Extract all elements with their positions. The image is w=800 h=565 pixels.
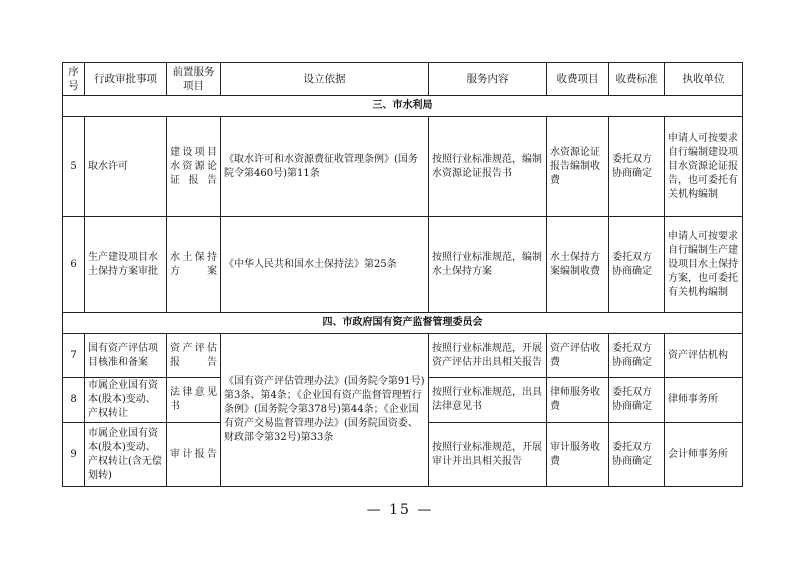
header-fee-std: 收费标准 <box>609 63 665 96</box>
section-row <box>63 313 743 334</box>
cell-service: 法律意见书 <box>167 378 221 423</box>
section-title: 四、市政府国有资产监督管理委员会 <box>63 313 743 334</box>
section-row <box>63 96 743 117</box>
cell-basis: 《取水许可和水资源费征收管理条例》(国务院令第460号)第11条 <box>221 117 429 217</box>
cell-unit: 资产评估机构 <box>665 334 743 378</box>
cell-content: 按照行业标准规范，编制水土保持方案 <box>429 217 547 313</box>
cell-service: 审计报告 <box>167 423 221 487</box>
header-fee-item: 收费项目 <box>547 63 609 96</box>
cell-unit: 律师事务所 <box>665 378 743 423</box>
cell-item: 市属企业国有资本(股本)变动、产权转让(含无偿划转) <box>85 423 167 487</box>
header-no: 序号 <box>63 63 85 96</box>
header-content: 服务内容 <box>429 63 547 96</box>
cell-fee-std: 委托双方协商确定 <box>609 117 665 217</box>
cell-item: 取水许可 <box>85 117 167 217</box>
cell-content: 按照行业标准规范，出具法律意见书 <box>429 378 547 423</box>
table-row <box>63 117 743 217</box>
table-row <box>63 217 743 313</box>
cell-basis-shared: 《国有资产评估管理办法》(国务院令第91号)第3条、第4条；《企业国有资产监督管理暂行条例》(国务院令第378号)第44条；《企业国有资产交易监督管理办法》(国务院国资委、财政部令第32号)第33条 <box>221 334 429 487</box>
cell-item: 市属企业国有资本(股本)变动、产权转让 <box>85 378 167 423</box>
cell-content: 按照行业标准规范，开展审计并出具相关报告 <box>429 423 547 487</box>
cell-content: 按照行业标准规范，开展资产评估并出具相关报告 <box>429 334 547 378</box>
cell-unit: 申请人可按要求自行编制生产建设项目水土保持方案，也可委托有关机构编制 <box>665 217 743 313</box>
cell-fee-item: 水土保持方案编制收费 <box>547 217 609 313</box>
cell-fee-item: 水资源论证报告编制收费 <box>547 117 609 217</box>
cell-no: 8 <box>63 378 85 423</box>
cell-item: 生产建设项目水土保持方案审批 <box>85 217 167 313</box>
cell-fee-item: 资产评估收费 <box>547 334 609 378</box>
approval-fee-table <box>62 62 743 487</box>
cell-fee-item: 审计服务收费 <box>547 423 609 487</box>
cell-unit: 会计师事务所 <box>665 423 743 487</box>
header-basis: 设立依据 <box>221 63 429 96</box>
cell-fee-item: 律师服务收费 <box>547 378 609 423</box>
cell-fee-std: 委托双方协商确定 <box>609 217 665 313</box>
cell-service: 资产评估报告 <box>167 334 221 378</box>
cell-no: 6 <box>63 217 85 313</box>
header-service: 前置服务项目 <box>167 63 221 96</box>
cell-content: 按照行业标准规范，编制水资源论证报告书 <box>429 117 547 217</box>
cell-no: 5 <box>63 117 85 217</box>
table-header-row <box>63 63 743 96</box>
cell-no: 7 <box>63 334 85 378</box>
cell-unit: 申请人可按要求自行编制建设项目水资源论证报告，也可委托有关机构编制 <box>665 117 743 217</box>
table-row <box>63 334 743 378</box>
cell-fee-std: 委托双方协商确定 <box>609 423 665 487</box>
cell-service: 水土保持方案 <box>167 217 221 313</box>
page-number: — 15 — <box>366 502 434 518</box>
section-title: 三、市水利局 <box>63 96 743 117</box>
cell-service: 建设项目水资源论证报告 <box>167 117 221 217</box>
cell-fee-std: 委托双方协商确定 <box>609 334 665 378</box>
header-item: 行政审批事项 <box>85 63 167 96</box>
cell-basis: 《中华人民共和国水土保持法》第25条 <box>221 217 429 313</box>
header-unit: 执收单位 <box>665 63 743 96</box>
cell-item: 国有资产评估项目核准和备案 <box>85 334 167 378</box>
cell-fee-std: 委托双方协商确定 <box>609 378 665 423</box>
cell-no: 9 <box>63 423 85 487</box>
